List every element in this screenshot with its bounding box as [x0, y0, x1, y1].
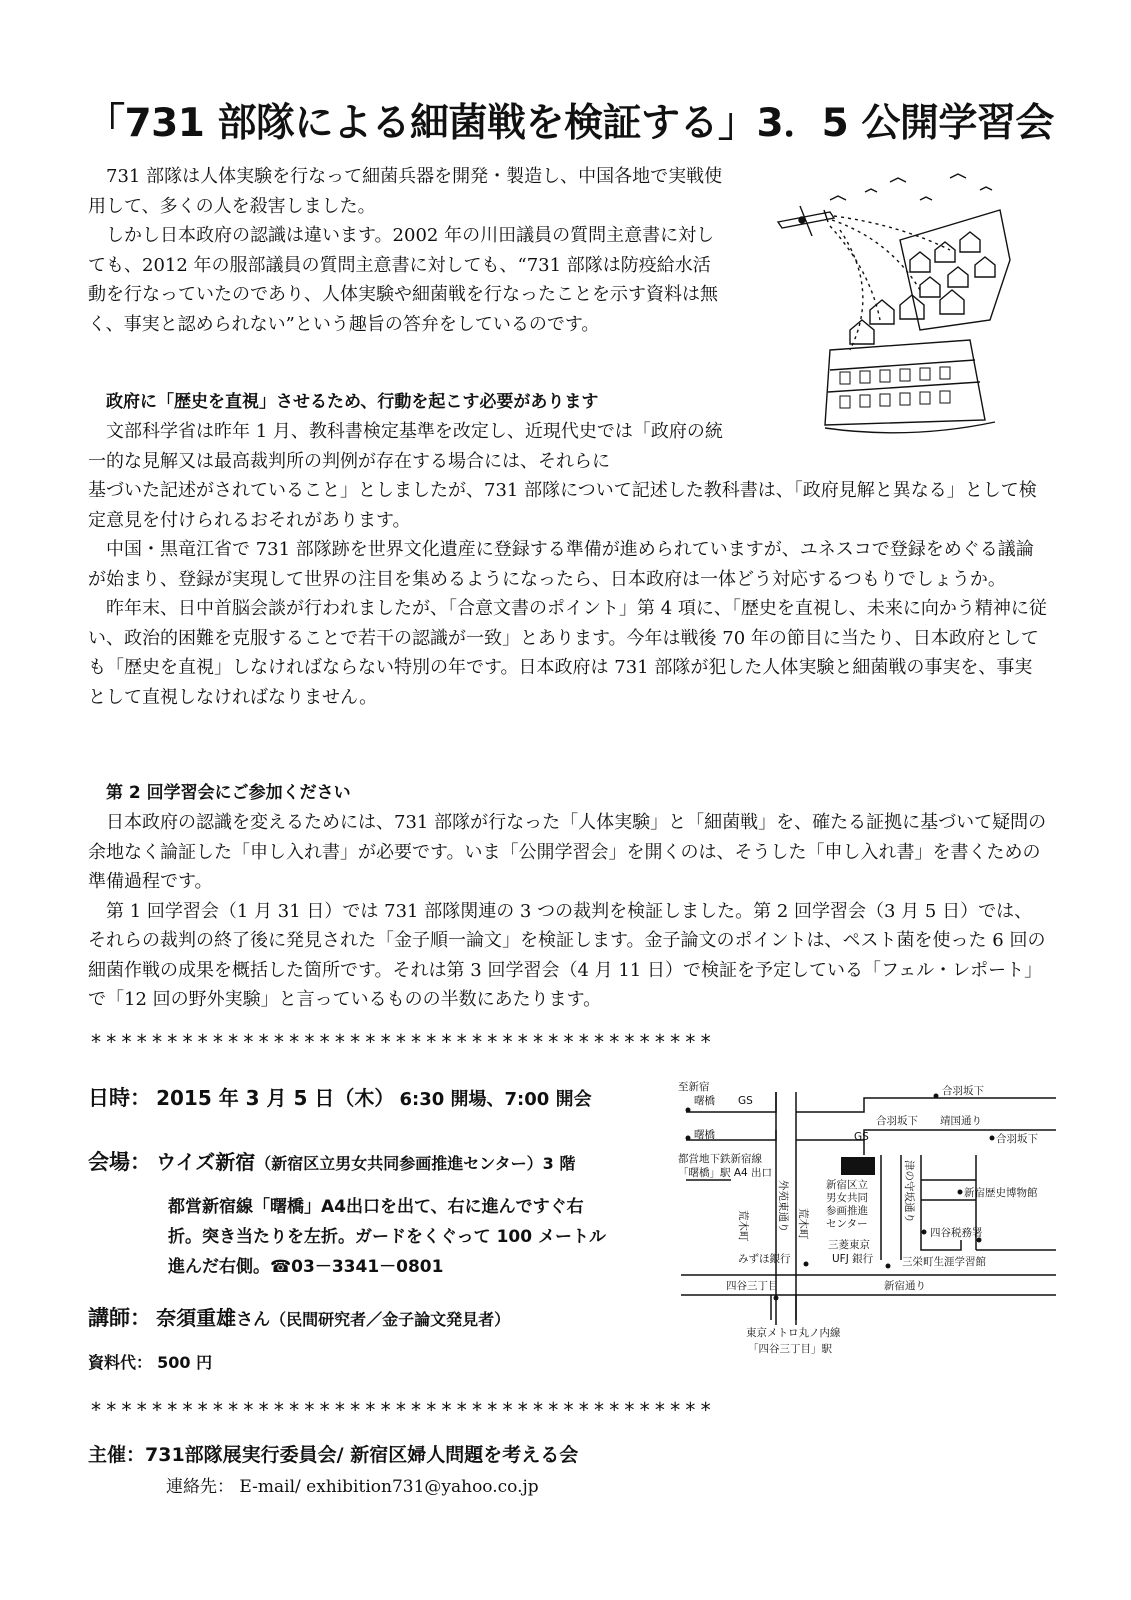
map-center-1: 新宿区立 [826, 1179, 868, 1191]
fee-value: 500 円 [157, 1353, 213, 1372]
map-arakicho-2: 荒木町 [797, 1208, 809, 1240]
map-center-3: 参画推進 [826, 1205, 868, 1217]
map-ichigaya-sakashita: 合羽坂下 [942, 1085, 984, 1097]
speaker-san: さん [236, 1310, 271, 1330]
map-to-shinjuku: 至新宿 [678, 1081, 710, 1093]
intro-section [88, 162, 728, 339]
access-map [676, 1080, 1076, 1370]
contact-email[interactable]: E-mail/ exhibition731@yahoo.co.jp [239, 1477, 539, 1497]
speaker-name: 奈須重雄 [156, 1306, 237, 1330]
map-gaien: 外苑東通り [777, 1180, 789, 1233]
map-arakicho: 荒木町 [737, 1210, 749, 1242]
map-center-4: センター [826, 1218, 868, 1230]
date-time: 6:30 開場、7:00 開会 [399, 1089, 592, 1110]
map-ichigaya-sakashita-3: 合羽坂下 [996, 1133, 1038, 1145]
venue-phone: ☎03－3341－0801 [270, 1257, 444, 1277]
date-label: 日時： [88, 1086, 151, 1110]
map-toei-exit: 「曙橋」駅 A4 出口 [678, 1167, 773, 1179]
map-yasukuni: 靖国通り [940, 1115, 982, 1127]
section-history-paragraph-1-rest: 基づいた記述がされていること」としましたが、731 部隊について記述した教科書は、「政府見解と異なる」として検定意見を付けられるおそれがあります。 [88, 480, 1037, 531]
map-ichigaya-sakashita-2: 合羽坂下 [876, 1115, 918, 1127]
event-speaker [88, 1302, 510, 1332]
map-tax: 四谷税務署 [930, 1227, 983, 1239]
venue-label: 会場： [88, 1150, 151, 1174]
map-mufg-1: 三菱東京 [828, 1239, 870, 1251]
map-metro-1: 東京メトロ丸ノ内線 [746, 1327, 841, 1339]
map-akebonobashi: 曙橋 [694, 1095, 715, 1107]
map-mufg-2: UFJ 銀行 [832, 1253, 874, 1265]
venue-directions [168, 1192, 608, 1282]
map-gs-2: GS [854, 1131, 869, 1143]
map-center-2: 男女共同 [826, 1192, 868, 1204]
section-invitation-paragraph-1: 日本政府の認識を変えるためには、731 部隊が行なった「人体実験」と「細菌戦」を、確たる証拠に基づいて疑問の余地なく論証した「申し入れ書」が必要です。いま「公開学習会」を開くのは、そうした「申し入れ書」を書くための準備過程です。 [88, 812, 1047, 892]
map-gs: GS [738, 1095, 753, 1107]
section-history [88, 388, 1048, 712]
intro-paragraph-2: しかし日本政府の認識は違います。2002 年の川田議員の質問主意書に対しても、2012 年の服部議員の質問主意書に対しても、“731 部隊は防疫給水活動を行なっていたのであり、人体実験や細菌戦を行なったことを示す資料は無く、事実と認められない”という趣旨の答弁をしているのです。 [88, 225, 718, 335]
map-tsunokami: 津の守坂通り [903, 1160, 915, 1223]
divider-stars-bottom: ***************************************** [90, 1398, 715, 1422]
fee-label: 資料代： [88, 1353, 153, 1372]
map-mizuho: みずほ銀行 [738, 1253, 791, 1265]
event-venue [88, 1146, 575, 1176]
date-value: 2015 年 3 月 5 日（木） [156, 1086, 395, 1110]
venue-value: ウイズ新宿 [156, 1150, 256, 1174]
section-invitation-heading: 第 2 回学習会にご参加ください [106, 783, 351, 803]
speaker-label: 講師： [88, 1306, 151, 1330]
section-invitation-paragraph-2: 第 1 回学習会（1 月 31 日）では 731 部隊関連の 3 つの裁判を検証しました。第 2 回学習会（3 月 5 日）では、それらの裁判の終了後に発見された「金子順一論文」を検証します。金子論文のポイントは、ペスト菌を使った 6 回の細菌作戦の成果を概括した箇所です。それは第 3 回学習会（4 月 11 日）で検証を予定している「フェル・レポート」で「12 回の野外実験」と言っているものの半数にあたります。 [88, 900, 1046, 1010]
map-sanei: 三栄町生涯学習館 [902, 1256, 986, 1268]
map-yotsuya3: 四谷三丁目 [726, 1280, 779, 1292]
contact-label: 連絡先： [166, 1477, 234, 1497]
organizer: 主催：731部隊展実行委員会/ 新宿区婦人問題を考える会 [88, 1444, 579, 1466]
section-history-paragraph-3: 昨年末、日中首脳会談が行われましたが、「合意文書のポイント」第 4 項に、「歴史を直視し、未来に向かう精神に従い、政治的困難を克服することで若干の認識が一致」とあります。今年は戦後 70 年の節目に当たり、日本政府としても「歴史を直視」しなければならない特別の年です。日本政府は 731 部隊が犯した人体実験と細菌戦の事実を、事実として直視しなければなりません。 [88, 598, 1047, 708]
page-title: 「731 部隊による細菌戦を検証する」3．5 公開学習会 [86, 101, 1054, 146]
section-invitation [88, 779, 1048, 1015]
map-metro-2: 「四谷三丁目」駅 [748, 1343, 832, 1355]
venue-sub: （新宿区立男女共同参画推進センター）3 階 [255, 1154, 576, 1173]
map-toei-line: 都営地下鉄新宿線 [678, 1153, 762, 1165]
section-history-heading: 政府に「歴史を直視」させるため、行動を起こす必要があります [106, 392, 599, 412]
contact [166, 1472, 539, 1497]
map-akebonobashi-2: 曙橋 [694, 1129, 715, 1141]
event-date [88, 1082, 592, 1112]
intro-paragraph-1: 731 部隊は人体実験を行なって細菌兵器を開発・製造し、中国各地で実戦使用して、多くの人を殺害しました。 [88, 166, 723, 217]
directions-text: 都営新宿線「曙橋」A4出口を出て、右に進んですぐ右折。突き当たりを左折。ガードをくぐって 100 メートル進んだ右側。 [168, 1197, 606, 1277]
section-history-paragraph-2: 中国・黒竜江省で 731 部隊跡を世界文化遺産に登録する準備が進められていますが、ユネスコで登録をめぐる議論が始まり、登録が実現して世界の注目を集めるようになったら、日本政府は一体どう対応するつもりでしょうか。 [88, 539, 1034, 590]
map-museum: 新宿歴史博物館 [964, 1187, 1038, 1199]
section-history-paragraph-1-start: 文部科学省は昨年 1 月、教科書検定基準を改定し、近現代史では「政府の統一的な見解又は最高裁判所の判例が存在する場合には、それらに [88, 421, 723, 472]
speaker-sub: （民間研究者／金子論文発見者） [270, 1310, 511, 1329]
section-history-paragraph-1 [88, 417, 1048, 535]
divider-stars-top: ***************************************** [90, 1030, 715, 1054]
map-shinjuku-dori: 新宿通り [884, 1280, 926, 1292]
event-fee [88, 1350, 212, 1373]
